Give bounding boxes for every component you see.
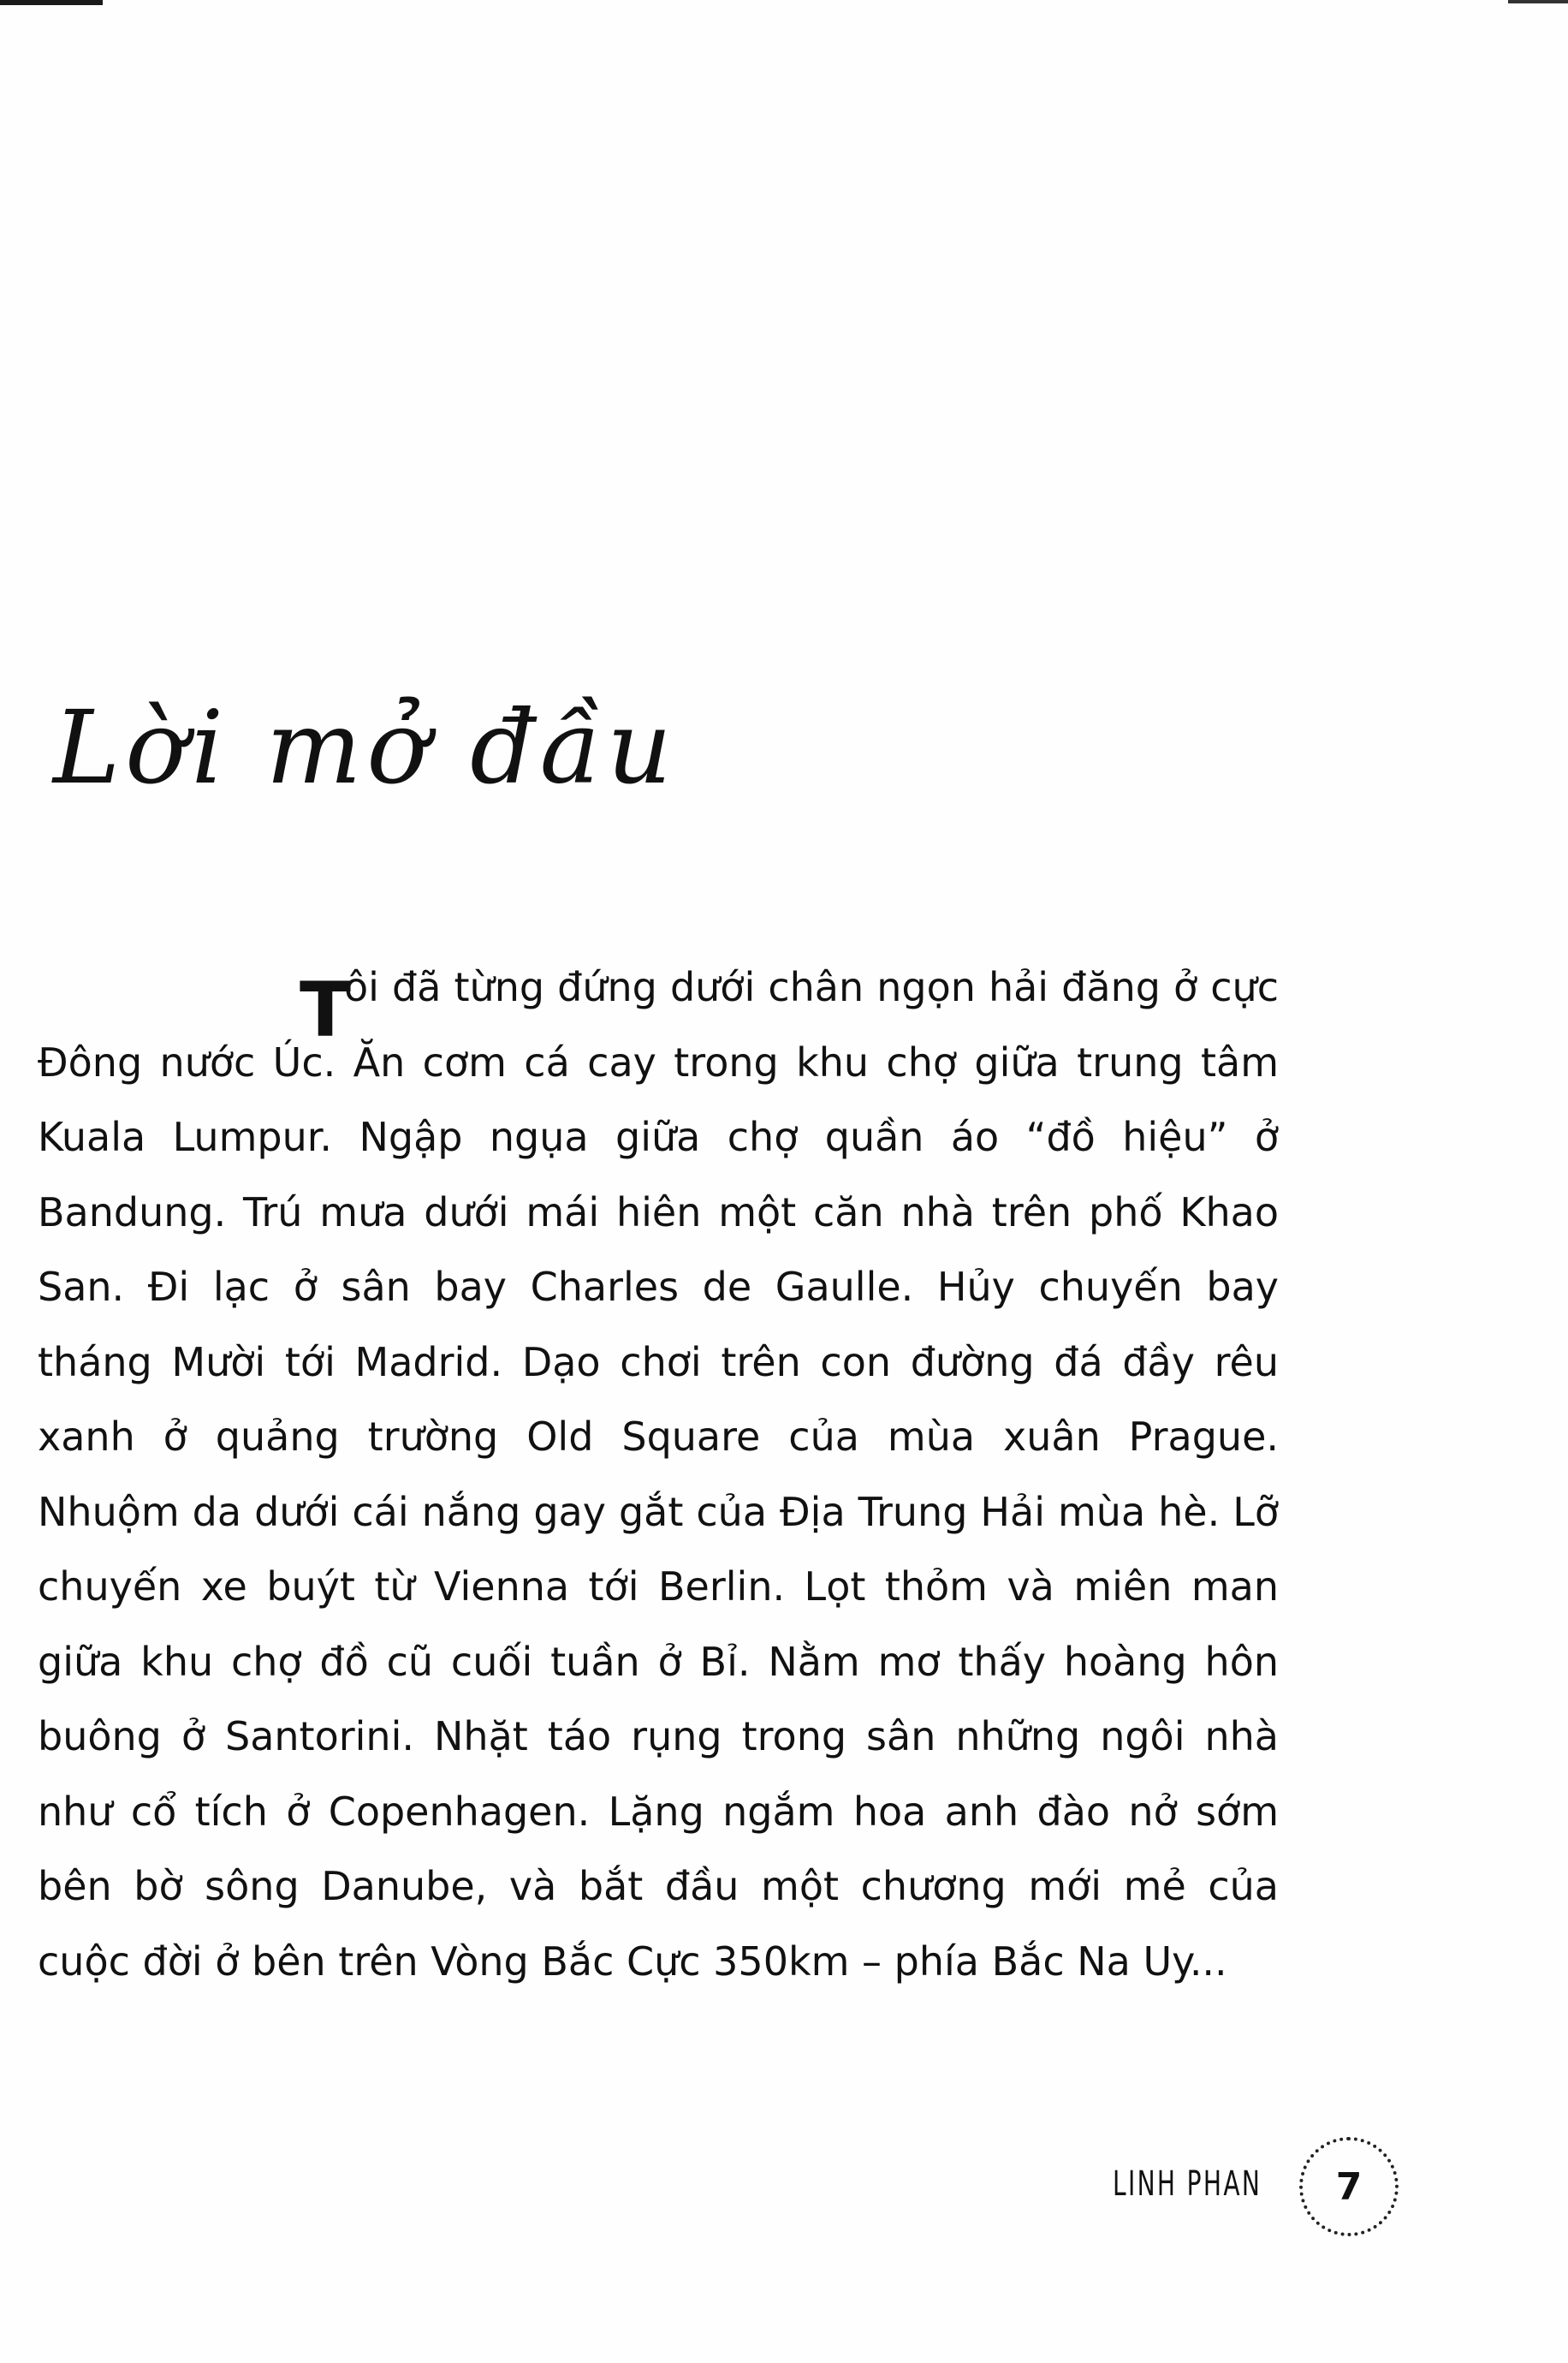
running-footer-author: LINH PHAN [1113,2164,1262,2204]
scan-edge-mark-right [1508,0,1568,3]
scan-edge-mark-left [0,0,103,5]
page-number: 7 [1335,2164,1363,2209]
drop-cap: T [300,966,352,1054]
body-paragraph [38,950,1279,1999]
chapter-title: Lời mở đầu [53,688,677,807]
paragraph-text: ôi đã từng đứng dưới chân ngọn hải đăng ở cực Đông nước Úc. Ăn cơm cá cay trong khu chợ giữa trung tâm Kuala Lumpur. Ngập ngụa giữa chợ quần áo “đồ hiệu” ở Bandung. Trú mưa dưới mái hiên một căn nhà trên phố Khao San. Đi lạc ở sân bay Charles de Gaulle. Hủy chuyến bay tháng Mười tới Madrid. Dạo chơi trên con đường đá đầy rêu xanh ở quảng trường Old Square của mùa xuân Prague. Nhuộm da dưới cái nắng gay gắt của Địa Trung Hải mùa hè. Lỡ chuyến xe buýt từ Vienna tới Berlin. Lọt thỏm và miên man giữa khu chợ đồ cũ cuối tuần ở Bỉ. Nằm mơ thấy hoàng hôn buông ở Santorini. Nhặt táo rụng trong sân những ngôi nhà như cổ tích ở Copenhagen. Lặng ngắm hoa anh đào nở sớm bên bờ sông Danube, và bắt đầu một chương mới mẻ của cuộc đời ở bên trên Vòng Bắc Cực 350km – phía Bắc Na Uy... [38,964,1279,1985]
page-number-badge [1299,2137,1399,2236]
